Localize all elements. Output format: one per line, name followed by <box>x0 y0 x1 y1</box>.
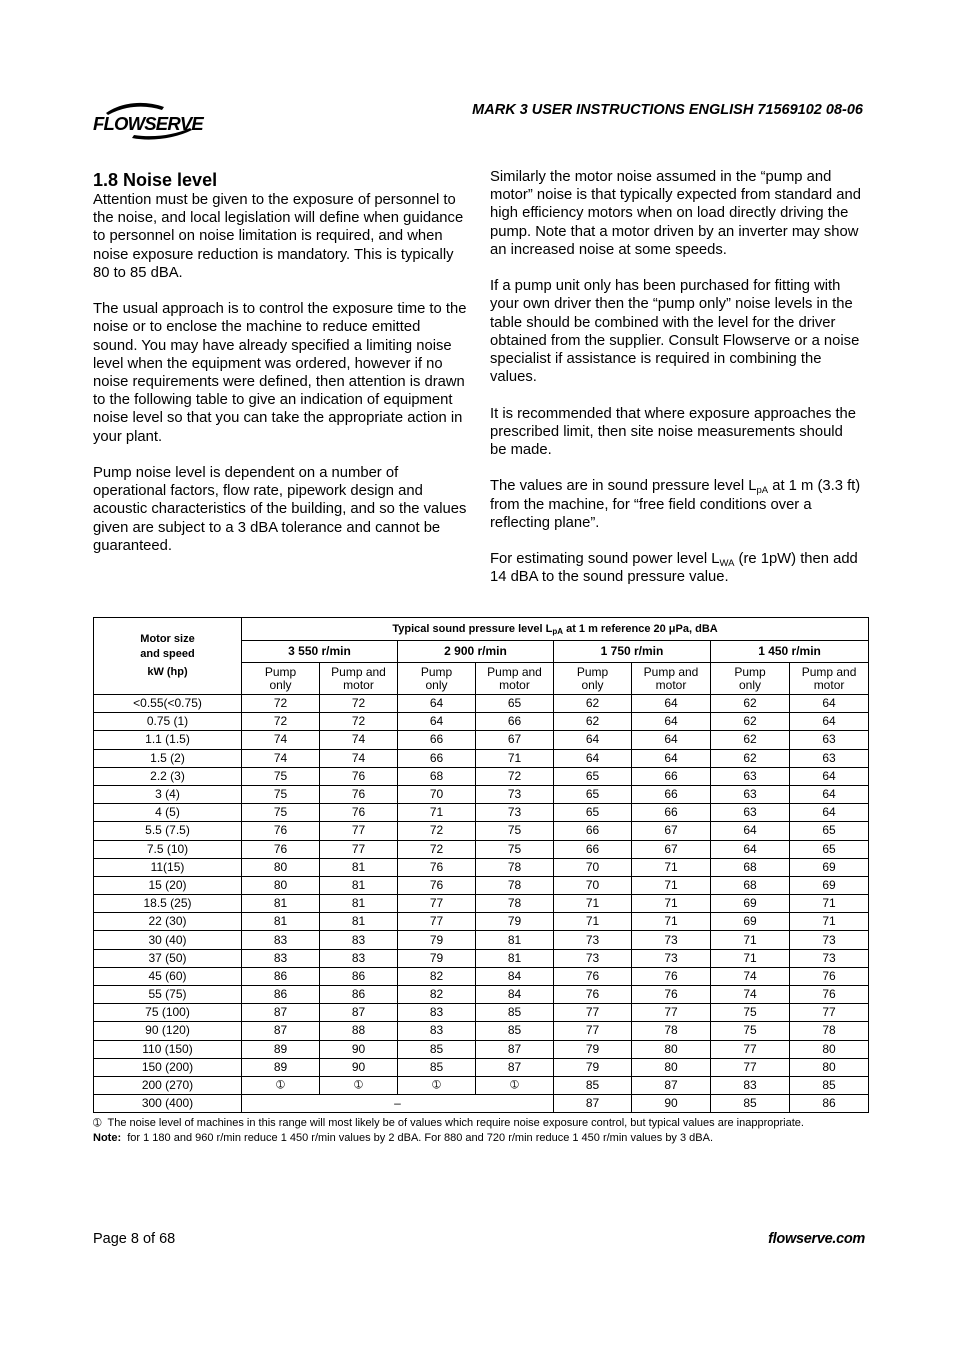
motor-size-cell: 22 (30) <box>94 913 242 931</box>
circled-one-icon: ➀ <box>93 1118 102 1129</box>
noise-value-cell: 77 <box>790 1004 869 1022</box>
noise-value-cell: 76 <box>632 967 711 985</box>
noise-value-cell: 72 <box>242 695 320 713</box>
noise-value-cell: 67 <box>632 822 711 840</box>
motor-size-cell: 11(15) <box>94 858 242 876</box>
noise-value-cell: 64 <box>632 731 711 749</box>
table-row <box>94 1004 869 1022</box>
table-row <box>94 695 869 713</box>
table-row <box>94 1058 869 1076</box>
table-row <box>94 1022 869 1040</box>
table-row <box>94 986 869 1004</box>
noise-value-cell: 87 <box>476 1040 554 1058</box>
noise-value-cell: 76 <box>790 986 869 1004</box>
paragraph-sound-power: For estimating sound power level $L_{WA}$ (re 1pW) then add 14 dBA to the sound pressure value. <box>490 551 858 586</box>
noise-value-cell: 70 <box>554 858 632 876</box>
noise-value-cell: 72 <box>242 713 320 731</box>
motor-size-cell: 45 (60) <box>94 967 242 985</box>
noise-value-cell: 64 <box>790 695 869 713</box>
noise-value-cell: 78 <box>632 1022 711 1040</box>
noise-value-cell: 76 <box>242 840 320 858</box>
noise-value-cell: 66 <box>398 749 476 767</box>
noise-value-cell: 69 <box>790 876 869 894</box>
speed-header: 1 450 r/min <box>711 641 869 663</box>
noise-value-cell: 65 <box>790 822 869 840</box>
noise-value-cell: 76 <box>320 785 398 803</box>
noise-value-cell: 77 <box>320 822 398 840</box>
noise-value-cell: 76 <box>398 858 476 876</box>
motor-size-cell: 55 (75) <box>94 986 242 1004</box>
noise-value-cell: 62 <box>711 749 790 767</box>
noise-value-cell: 83 <box>242 949 320 967</box>
noise-value-cell: 67 <box>476 731 554 749</box>
table-row <box>94 822 869 840</box>
not-applicable-cell: – <box>242 1095 554 1113</box>
noise-value-cell: 77 <box>632 1004 711 1022</box>
noise-value-cell: 90 <box>320 1040 398 1058</box>
motor-size-cell: 200 (270) <box>94 1076 242 1094</box>
noise-value-cell: 81 <box>476 931 554 949</box>
noise-value-cell: 85 <box>476 1022 554 1040</box>
motor-size-header: Motor size and speed kW (hp) <box>94 618 242 695</box>
document-header-title: MARK 3 USER INSTRUCTIONS ENGLISH 71569102 08-06 <box>472 102 863 118</box>
motor-size-cell: 90 (120) <box>94 1022 242 1040</box>
motor-size-cell: 30 (40) <box>94 931 242 949</box>
noise-value-cell: 86 <box>320 967 398 985</box>
noise-value-cell: 62 <box>711 695 790 713</box>
noise-value-cell: 81 <box>320 876 398 894</box>
motor-size-cell: 150 (200) <box>94 1058 242 1076</box>
noise-value-cell: 90 <box>632 1095 711 1113</box>
noise-value-cell: 75 <box>711 1004 790 1022</box>
logo-wordmark: FLOWSERVE <box>93 113 203 134</box>
motor-size-cell: 3 (4) <box>94 785 242 803</box>
noise-value-cell: 63 <box>790 731 869 749</box>
table-footnotes <box>93 1116 883 1145</box>
noise-value-cell: 84 <box>476 967 554 985</box>
noise-value-cell: 86 <box>242 986 320 1004</box>
noise-value-cell: 64 <box>790 804 869 822</box>
noise-value-cell: 81 <box>320 913 398 931</box>
paragraph-attention: Attention must be given to the exposure of personnel to the noise, and local legislation will define when guidance to personnel on noise limitation is required, and when noise exposure reduction is mandatory. This is typically 80 to 85 dBA. <box>93 192 464 281</box>
noise-value-cell: ➀ <box>242 1076 320 1094</box>
noise-value-cell: 64 <box>711 822 790 840</box>
noise-value-cell: 72 <box>320 713 398 731</box>
noise-value-cell: 73 <box>476 804 554 822</box>
noise-value-cell: 87 <box>554 1095 632 1113</box>
noise-value-cell: 89 <box>242 1058 320 1076</box>
noise-value-cell: 80 <box>632 1058 711 1076</box>
noise-value-cell: 71 <box>476 749 554 767</box>
flowserve-logo <box>92 100 208 142</box>
noise-value-cell: 77 <box>554 1004 632 1022</box>
noise-value-cell: 71 <box>398 804 476 822</box>
motor-size-cell: 2.2 (3) <box>94 767 242 785</box>
noise-value-cell: 75 <box>476 822 554 840</box>
noise-value-cell: 70 <box>554 876 632 894</box>
noise-value-cell: 68 <box>711 858 790 876</box>
noise-value-cell: 64 <box>398 695 476 713</box>
noise-value-cell: 66 <box>632 804 711 822</box>
motor-size-cell: 37 (50) <box>94 949 242 967</box>
table-row <box>94 967 869 985</box>
pump-and-motor-header: Pump and motor <box>632 663 711 695</box>
noise-value-cell: 74 <box>711 986 790 1004</box>
pump-and-motor-header: Pump and motor <box>476 663 554 695</box>
motor-size-cell: 110 (150) <box>94 1040 242 1058</box>
noise-value-cell: ➀ <box>476 1076 554 1094</box>
noise-value-cell: 64 <box>554 749 632 767</box>
noise-value-cell: 63 <box>790 749 869 767</box>
pump-and-motor-header: Pump and motor <box>320 663 398 695</box>
noise-value-cell: 66 <box>554 840 632 858</box>
pump-only-header: Pump only <box>554 663 632 695</box>
noise-value-cell: 66 <box>476 713 554 731</box>
noise-value-cell: 68 <box>711 876 790 894</box>
noise-value-cell: 86 <box>320 986 398 1004</box>
noise-value-cell: 64 <box>398 713 476 731</box>
noise-value-cell: 80 <box>632 1040 711 1058</box>
noise-value-cell: 79 <box>398 931 476 949</box>
noise-value-cell: 85 <box>476 1004 554 1022</box>
noise-value-cell: 82 <box>398 967 476 985</box>
noise-value-cell: 71 <box>632 913 711 931</box>
noise-value-cell: 79 <box>554 1040 632 1058</box>
noise-value-cell: 73 <box>632 931 711 949</box>
noise-value-cell: 85 <box>398 1058 476 1076</box>
noise-value-cell: 77 <box>398 913 476 931</box>
noise-value-cell: 74 <box>242 731 320 749</box>
noise-value-cell: 77 <box>398 895 476 913</box>
table-row <box>94 895 869 913</box>
noise-value-cell: 75 <box>242 804 320 822</box>
noise-value-cell: 65 <box>790 840 869 858</box>
noise-value-cell: 63 <box>711 767 790 785</box>
noise-value-cell: 73 <box>632 949 711 967</box>
noise-value-cell: 63 <box>711 785 790 803</box>
noise-value-cell: 73 <box>790 931 869 949</box>
noise-value-cell: 69 <box>711 895 790 913</box>
table-row <box>94 913 869 931</box>
noise-value-cell: 87 <box>320 1004 398 1022</box>
noise-value-cell: 72 <box>398 840 476 858</box>
noise-value-cell: 76 <box>554 967 632 985</box>
noise-value-cell: 71 <box>632 858 711 876</box>
noise-value-cell: 67 <box>632 840 711 858</box>
noise-value-cell: 77 <box>320 840 398 858</box>
noise-value-cell: 73 <box>476 785 554 803</box>
noise-value-cell: 62 <box>554 695 632 713</box>
noise-value-cell: 87 <box>632 1076 711 1094</box>
noise-value-cell: 80 <box>242 876 320 894</box>
noise-value-cell: 75 <box>242 785 320 803</box>
motor-size-cell: 5.5 (7.5) <box>94 822 242 840</box>
noise-value-cell: 62 <box>554 713 632 731</box>
noise-value-cell: ➀ <box>398 1076 476 1094</box>
noise-value-cell: 83 <box>398 1004 476 1022</box>
noise-value-cell: 81 <box>476 949 554 967</box>
noise-value-cell: 80 <box>242 858 320 876</box>
noise-value-cell: 71 <box>790 913 869 931</box>
noise-value-cell: 66 <box>398 731 476 749</box>
section-title: 1.8 Noise level <box>93 170 218 190</box>
noise-value-cell: 66 <box>632 785 711 803</box>
table-row <box>94 785 869 803</box>
noise-value-cell: 76 <box>398 876 476 894</box>
noise-value-cell: 76 <box>242 822 320 840</box>
noise-value-cell: 81 <box>242 895 320 913</box>
noise-value-cell: 70 <box>398 785 476 803</box>
motor-size-cell: 75 (100) <box>94 1004 242 1022</box>
noise-value-cell: 75 <box>476 840 554 858</box>
noise-value-cell: 84 <box>476 986 554 1004</box>
noise-value-cell: 76 <box>632 986 711 1004</box>
table-row <box>94 931 869 949</box>
noise-value-cell: 89 <box>242 1040 320 1058</box>
noise-value-cell: 87 <box>242 1004 320 1022</box>
noise-value-cell: 77 <box>711 1040 790 1058</box>
noise-value-cell: 66 <box>632 767 711 785</box>
noise-value-cell: 69 <box>711 913 790 931</box>
noise-value-cell: 86 <box>790 1095 869 1113</box>
noise-value-cell: 66 <box>554 822 632 840</box>
paragraph-usual-approach: The usual approach is to control the exposure time to the noise or to enclose the machine to reduce emitted sound. You may have already specified a limiting noise level when the equipment was ordered, however if no noise requirements were defined, then attention is drawn to the following table to give an indication of equipment noise level so that you can take the appropriate action in your plant. <box>93 301 467 445</box>
noise-value-cell: 71 <box>711 949 790 967</box>
noise-value-cell: 74 <box>320 731 398 749</box>
pump-only-header: Pump only <box>398 663 476 695</box>
noise-value-cell: 64 <box>632 713 711 731</box>
pump-only-header: Pump only <box>242 663 320 695</box>
table-row <box>94 713 869 731</box>
paragraph-recommendation: It is recommended that where exposure approaches the prescribed limit, then site noise measurements should be made. <box>490 405 857 459</box>
noise-value-cell: 78 <box>790 1022 869 1040</box>
noise-value-cell: 65 <box>554 767 632 785</box>
noise-value-cell: 65 <box>554 804 632 822</box>
noise-value-cell: 76 <box>790 967 869 985</box>
noise-value-cell: 87 <box>242 1022 320 1040</box>
noise-value-cell: 80 <box>790 1058 869 1076</box>
table-row <box>94 949 869 967</box>
noise-value-cell: 78 <box>476 858 554 876</box>
noise-value-cell: 85 <box>554 1076 632 1094</box>
pump-and-motor-header: Pump and motor <box>790 663 869 695</box>
noise-value-cell: 62 <box>711 713 790 731</box>
noise-value-cell: 74 <box>320 749 398 767</box>
noise-value-cell: 78 <box>476 876 554 894</box>
motor-size-cell: 15 (20) <box>94 876 242 894</box>
noise-level-table <box>93 617 869 1113</box>
paragraph-pump-noise: Pump noise level is dependent on a number of operational factors, flow rate, pipework design and acoustic characteristics of the building, and so the values given are subject to a 3 dBA tolerance and cannot be guaranteed. <box>93 465 467 554</box>
noise-value-cell: 81 <box>242 913 320 931</box>
paragraph-pump-unit: If a pump unit only has been purchased for fitting with your own driver then the “pump only” noise levels in the table should be combined with the level for the driver obtained from the supplier. Consult Flowserve or a noise specialist if assistance is required in combining the values. <box>490 278 860 386</box>
noise-value-cell: 83 <box>320 949 398 967</box>
table-row <box>94 858 869 876</box>
table-row <box>94 840 869 858</box>
noise-value-cell: 82 <box>398 986 476 1004</box>
motor-size-cell: 0.75 (1) <box>94 713 242 731</box>
noise-value-cell: 69 <box>790 858 869 876</box>
noise-value-cell: 71 <box>790 895 869 913</box>
noise-value-cell: 64 <box>632 749 711 767</box>
noise-value-cell: 85 <box>711 1095 790 1113</box>
noise-value-cell: 76 <box>320 804 398 822</box>
footnote-circled: ➀ The noise level of machines in this range will most likely be of values which require noise exposure control, but typical values are inappropriate. <box>93 1117 804 1129</box>
table-row <box>94 804 869 822</box>
noise-value-cell: 73 <box>554 931 632 949</box>
noise-value-cell: 80 <box>790 1040 869 1058</box>
noise-value-cell: 75 <box>242 767 320 785</box>
table-row <box>94 767 869 785</box>
noise-value-cell: 65 <box>476 695 554 713</box>
noise-value-cell: 73 <box>554 949 632 967</box>
table-row <box>94 1095 869 1113</box>
noise-value-cell: 83 <box>320 931 398 949</box>
noise-value-cell: 90 <box>320 1058 398 1076</box>
table-row <box>94 731 869 749</box>
page-number: Page 8 of 68 <box>93 1231 176 1247</box>
noise-value-cell: 83 <box>398 1022 476 1040</box>
noise-value-cell: 71 <box>554 913 632 931</box>
noise-value-cell: 72 <box>476 767 554 785</box>
noise-value-cell: 77 <box>711 1058 790 1076</box>
table-row <box>94 749 869 767</box>
noise-value-cell: 72 <box>398 822 476 840</box>
pump-only-header: Pump only <box>711 663 790 695</box>
noise-value-cell: 72 <box>320 695 398 713</box>
left-column <box>93 170 468 573</box>
table-row <box>94 1076 869 1094</box>
noise-value-cell: 63 <box>711 804 790 822</box>
noise-value-cell: 64 <box>790 713 869 731</box>
noise-value-cell: 79 <box>398 949 476 967</box>
table-row <box>94 876 869 894</box>
motor-size-cell: 7.5 (10) <box>94 840 242 858</box>
noise-value-cell: 86 <box>242 967 320 985</box>
motor-size-cell: 1.1 (1.5) <box>94 731 242 749</box>
noise-value-cell: 68 <box>398 767 476 785</box>
noise-value-cell: 65 <box>554 785 632 803</box>
paragraph-motor-noise: Similarly the motor noise assumed in the “pump and motor” noise is that typically expected from standard and high efficiency motors when on load directly driving the pump. Note that a motor driven by an inverter may show an increased noise at some speeds. <box>490 169 861 258</box>
speed-header: 2 900 r/min <box>398 641 554 663</box>
noise-value-cell: 73 <box>790 949 869 967</box>
noise-value-cell: 74 <box>242 749 320 767</box>
noise-value-cell: 62 <box>711 731 790 749</box>
motor-size-cell: 1.5 (2) <box>94 749 242 767</box>
noise-value-cell: 74 <box>711 967 790 985</box>
motor-size-cell: 4 (5) <box>94 804 242 822</box>
noise-value-cell: 71 <box>711 931 790 949</box>
noise-value-cell: 81 <box>320 895 398 913</box>
noise-value-cell: 71 <box>632 876 711 894</box>
noise-value-cell: 64 <box>632 695 711 713</box>
noise-value-cell: 88 <box>320 1022 398 1040</box>
noise-value-cell: 83 <box>242 931 320 949</box>
noise-value-cell: 78 <box>476 895 554 913</box>
noise-value-cell: ➀ <box>320 1076 398 1094</box>
right-column <box>490 168 862 605</box>
noise-value-cell: 64 <box>790 785 869 803</box>
noise-value-cell: 87 <box>476 1058 554 1076</box>
table-row <box>94 1040 869 1058</box>
noise-value-cell: 81 <box>320 858 398 876</box>
noise-value-cell: 75 <box>711 1022 790 1040</box>
noise-value-cell: 71 <box>554 895 632 913</box>
speed-header: 1 750 r/min <box>554 641 711 663</box>
noise-value-cell: 64 <box>790 767 869 785</box>
typical-pressure-header: Typical sound pressure level $L_{pA}$ at 1 m reference 20 μPa, dBA <box>242 618 869 641</box>
noise-value-cell: 83 <box>711 1076 790 1094</box>
paragraph-sound-pressure: The values are in sound pressure level $L_{pA}$ at 1 m (3.3 ft) from the machine, for “free field conditions over a reflecting plane”. <box>490 478 861 531</box>
motor-size-cell: 18.5 (25) <box>94 895 242 913</box>
motor-size-cell: 300 (400) <box>94 1095 242 1113</box>
noise-value-cell: 76 <box>320 767 398 785</box>
noise-value-cell: 77 <box>554 1022 632 1040</box>
noise-value-cell: 64 <box>711 840 790 858</box>
motor-size-cell: <0.55(<0.75) <box>94 695 242 713</box>
noise-value-cell: 85 <box>790 1076 869 1094</box>
footnote-note: Note: for 1 180 and 960 r/min reduce 1 450 r/min values by 2 dBA. For 880 and 720 r/min reduce 1 450 r/min values by 3 dBA. <box>93 1132 714 1144</box>
noise-value-cell: 79 <box>476 913 554 931</box>
noise-value-cell: 76 <box>554 986 632 1004</box>
noise-value-cell: 64 <box>554 731 632 749</box>
speed-header: 3 550 r/min <box>242 641 398 663</box>
noise-value-cell: 79 <box>554 1058 632 1076</box>
noise-value-cell: 71 <box>632 895 711 913</box>
footer-site: flowserve.com <box>768 1231 865 1247</box>
noise-value-cell: 85 <box>398 1040 476 1058</box>
